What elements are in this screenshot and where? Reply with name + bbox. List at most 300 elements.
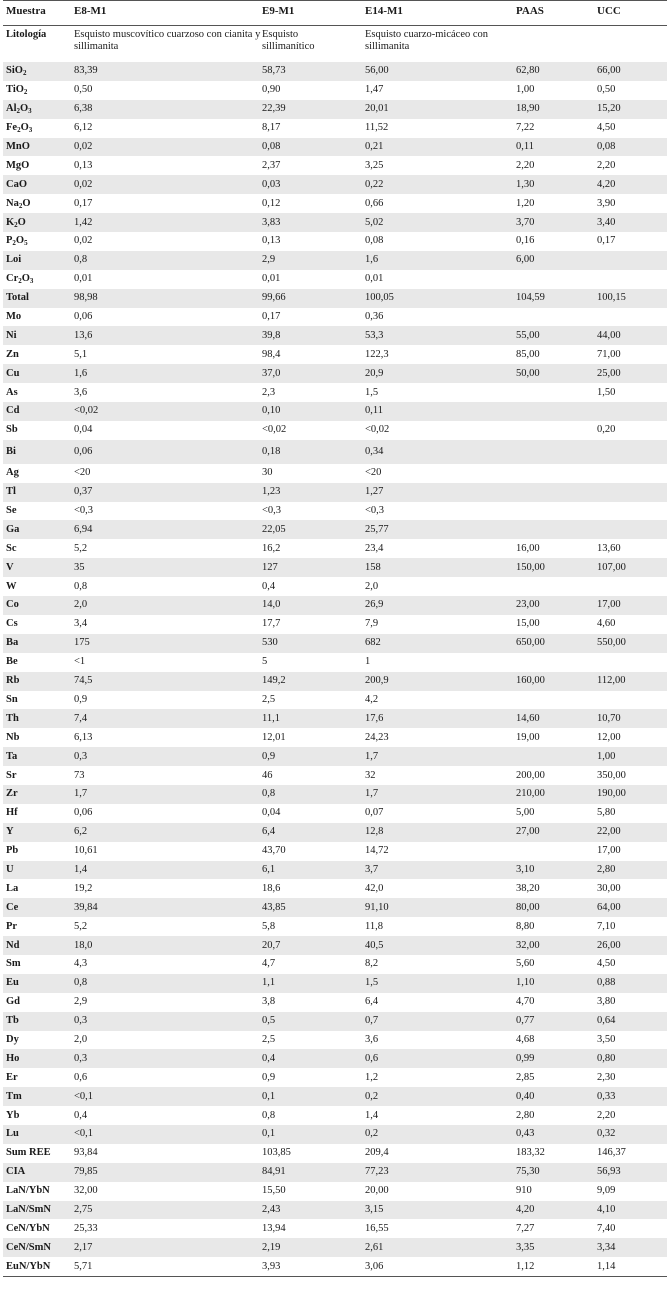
table-row [3, 861, 667, 880]
cell-e8: 2,0 [74, 1033, 88, 1045]
cell-e9: 1,23 [262, 486, 281, 498]
cell-e9: 103,85 [262, 1147, 291, 1159]
cell-e8: 0,8 [74, 977, 88, 989]
table-row [3, 1049, 667, 1068]
cell-e8: 74,5 [74, 675, 93, 687]
cell-ucc: 0,88 [597, 977, 616, 989]
row-label: Tm [6, 1090, 22, 1102]
row-label: Pb [6, 845, 19, 857]
litologia-label: Litología [6, 29, 47, 40]
cell-e14: 24,23 [365, 731, 389, 743]
row-label [3, 273, 74, 285]
cell-paas: 19,00 [516, 731, 540, 743]
table-row [3, 993, 667, 1012]
cell-e8: 3,4 [74, 618, 88, 630]
cell-e8: 0,06 [74, 311, 93, 323]
formula-oxygen: O [21, 273, 30, 285]
cell-ucc: 17,00 [597, 845, 621, 857]
litologia-e14: Esquisto cuarzo-micáceo con sillimanita [365, 29, 489, 52]
cell-paas: 38,20 [516, 882, 540, 894]
table-row [3, 1238, 667, 1257]
formula-oxygen: O [20, 103, 29, 115]
cell-ucc: 17,00 [597, 599, 621, 611]
cell-e14: 1,6 [365, 254, 379, 266]
cell-ucc: 146,37 [597, 1147, 626, 1159]
table-row [3, 936, 667, 955]
formula-base: Na [6, 197, 19, 209]
cell-e14: <0,3 [365, 505, 385, 517]
cell-e8: <0,1 [74, 1128, 94, 1140]
cell-paas: 150,00 [516, 561, 545, 573]
cell-e8: 2,17 [74, 1241, 93, 1253]
formula-subscript: 2 [16, 107, 20, 116]
cell-e14: 7,9 [365, 618, 379, 630]
cell-e14: 0,21 [365, 141, 384, 152]
cell-ucc: 4,20 [597, 178, 616, 190]
cell-ucc: 1,50 [597, 386, 616, 398]
cell-e8: 0,02 [74, 235, 93, 247]
table-row [3, 213, 667, 232]
table-row [3, 709, 667, 728]
table-row [3, 383, 667, 402]
cell-e8: 2,9 [74, 996, 88, 1008]
cell-e9: 0,08 [262, 141, 281, 152]
cell-e14: 8,2 [365, 958, 379, 970]
cell-e8: 0,3 [74, 1015, 88, 1027]
cell-paas: 7,22 [516, 122, 535, 134]
cell-e14: 1,4 [365, 1109, 379, 1121]
table-row [3, 1201, 667, 1220]
cell-e9: 22,05 [262, 523, 286, 535]
table-row [3, 326, 667, 345]
table-row [3, 502, 667, 521]
cell-e8: 6,12 [74, 122, 93, 134]
cell-paas: 27,00 [516, 826, 540, 838]
cell-e14: 0,66 [365, 197, 384, 209]
cell-paas: 160,00 [516, 675, 545, 687]
cell-e14: 77,23 [365, 1166, 389, 1178]
row-label: Tb [6, 1015, 19, 1027]
cell-e8: <20 [74, 467, 91, 479]
cell-e14: 42,0 [365, 882, 384, 894]
table-row [3, 766, 667, 785]
table-row [3, 804, 667, 823]
table-row [3, 194, 667, 213]
cell-e9: 2,5 [262, 1033, 276, 1045]
cell-e8: 1,42 [74, 216, 93, 228]
cell-e9: 0,8 [262, 1109, 276, 1121]
cell-e8: 39,84 [74, 901, 98, 913]
cell-ucc: 3,90 [597, 197, 616, 209]
row-label: As [6, 386, 18, 398]
cell-paas: 4,68 [516, 1033, 535, 1045]
header-ucc: UCC [597, 5, 621, 17]
cell-e14: 0,22 [365, 178, 384, 190]
cell-e8: 1,6 [74, 367, 88, 379]
litologia-e8: Esquisto muscovítico cuarzoso con cianita y sillimanita [74, 29, 261, 52]
cell-e9: 0,03 [262, 178, 281, 190]
cell-e14: 12,8 [365, 826, 384, 838]
cell-ucc: 2,20 [597, 159, 616, 171]
row-label: La [6, 882, 19, 894]
row-label: Y [6, 826, 14, 838]
table-row [3, 251, 667, 270]
row-label: EuN/YbN [6, 1260, 51, 1272]
cell-ucc: 56,93 [597, 1166, 621, 1178]
table-row [3, 62, 667, 81]
row-label: Tl [6, 486, 16, 498]
row-label: Sr [6, 769, 17, 781]
row-label: CaO [6, 178, 27, 190]
cell-ucc: 22,00 [597, 826, 621, 838]
cell-e9: 0,90 [262, 84, 281, 96]
row-label: Total [6, 292, 29, 304]
cell-e9: 0,18 [262, 445, 281, 457]
cell-e9: 2,19 [262, 1241, 281, 1253]
table-row [3, 402, 667, 421]
cell-ucc: 44,00 [597, 329, 621, 341]
cell-e14: 53,3 [365, 329, 384, 341]
cell-e14: 3,25 [365, 159, 384, 171]
cell-paas: 2,80 [516, 1109, 535, 1121]
cell-paas: 1,30 [516, 178, 535, 190]
row-label: Se [6, 505, 17, 517]
cell-ucc: 71,00 [597, 348, 621, 360]
formula-subscript-2: 3 [29, 277, 34, 286]
cell-e14: 200,9 [365, 675, 389, 687]
cell-e14: 23,4 [365, 542, 384, 554]
cell-e14: 158 [365, 561, 381, 573]
cell-e9: 0,4 [262, 580, 276, 592]
row-label: Sm [6, 958, 21, 970]
formula-base: SiO [6, 65, 23, 77]
row-label: Sum REE [6, 1147, 51, 1159]
cell-paas: 14,60 [516, 712, 540, 724]
litologia-e9: Esquisto sillimanítico [262, 29, 315, 52]
cell-paas: 0,11 [516, 141, 534, 152]
cell-e9: 17,7 [262, 618, 281, 630]
cell-ucc: 100,15 [597, 292, 626, 304]
cell-paas: 200,00 [516, 769, 545, 781]
cell-ucc: 0,08 [597, 141, 616, 152]
table-header [3, 0, 667, 26]
formula-subscript: 2 [14, 220, 18, 229]
row-label [3, 84, 74, 96]
table-body [3, 62, 667, 1277]
formula-base: Fe [6, 122, 18, 134]
table-row [3, 156, 667, 175]
cell-ucc: 4,50 [597, 122, 616, 134]
row-label: Loi [6, 254, 22, 266]
cell-e14: 4,2 [365, 693, 379, 705]
row-label: Zn [6, 348, 19, 360]
cell-paas: 4,20 [516, 1203, 535, 1215]
row-label: MgO [6, 159, 30, 171]
cell-e9: 0,8 [262, 788, 276, 800]
row-label: Cd [6, 405, 20, 417]
table-row [3, 898, 667, 917]
cell-e9: 18,6 [262, 882, 281, 894]
cell-e8: 98,98 [74, 292, 98, 304]
header-e9-m1: E9-M1 [262, 5, 295, 17]
cell-e14: 0,01 [365, 273, 384, 285]
formula-subscript: 2 [22, 69, 27, 78]
table-row [3, 1012, 667, 1031]
cell-ucc: 190,00 [597, 788, 626, 800]
cell-e9: 0,9 [262, 750, 276, 762]
cell-e8: 5,71 [74, 1260, 93, 1272]
cell-e9: 14,0 [262, 599, 281, 611]
row-label [3, 122, 74, 134]
cell-e9: 3,8 [262, 996, 276, 1008]
table-row [3, 440, 667, 464]
cell-e14: 91,10 [365, 901, 389, 913]
row-label [3, 235, 74, 247]
table-row [3, 747, 667, 766]
cell-e9: 8,17 [262, 122, 281, 134]
row-label: MnO [6, 141, 30, 152]
cell-e9: 37,0 [262, 367, 281, 379]
cell-e14: 56,00 [365, 65, 389, 77]
cell-e9: 0,1 [262, 1128, 276, 1140]
cell-e9: 0,9 [262, 1071, 276, 1083]
cell-e14: 3,6 [365, 1033, 379, 1045]
header-paas: PAAS [516, 5, 544, 17]
table-row [3, 1087, 667, 1106]
cell-e9: 43,85 [262, 901, 286, 913]
row-label: V [6, 561, 14, 573]
cell-paas: 18,90 [516, 103, 540, 115]
row-label: U [6, 863, 14, 875]
table-row [3, 823, 667, 842]
cell-ucc: 3,34 [597, 1241, 616, 1253]
cell-paas: 32,00 [516, 939, 540, 951]
cell-e8: 0,01 [74, 273, 93, 285]
cell-e14: 1,5 [365, 386, 379, 398]
cell-e8: 32,00 [74, 1185, 98, 1197]
cell-e9: 39,8 [262, 329, 281, 341]
table-row [3, 175, 667, 194]
cell-e8: 5,2 [74, 920, 88, 932]
cell-paas: 15,00 [516, 618, 540, 630]
cell-e9: 2,3 [262, 386, 276, 398]
row-label [3, 217, 74, 229]
cell-e8: 0,3 [74, 1052, 88, 1064]
cell-e8: 0,02 [74, 178, 93, 190]
table-row [3, 974, 667, 993]
cell-e9: 0,5 [262, 1015, 276, 1027]
table-row [3, 1125, 667, 1144]
cell-ucc: 0,20 [597, 424, 616, 436]
cell-ucc: 30,00 [597, 882, 621, 894]
formula-oxygen: O [15, 235, 25, 247]
formula-base: TiO [6, 84, 24, 96]
cell-e9: 16,2 [262, 542, 281, 554]
cell-e8: 0,06 [74, 807, 93, 819]
row-label: CIA [6, 1166, 26, 1178]
cell-e14: 1,47 [365, 84, 384, 96]
table-row [3, 879, 667, 898]
table-row [3, 119, 667, 138]
cell-e8: 1,4 [74, 863, 88, 875]
cell-e14: 0,6 [365, 1052, 379, 1064]
cell-e8: 5,2 [74, 542, 88, 554]
cell-e14: 6,4 [365, 996, 379, 1008]
cell-e9: 0,01 [262, 273, 281, 285]
cell-e8: <0,02 [74, 405, 99, 417]
row-label: Co [6, 599, 19, 611]
cell-ucc: 2,80 [597, 863, 616, 875]
header-e14-m1: E14-M1 [365, 5, 403, 17]
table-row [3, 100, 667, 119]
row-label: Ni [6, 329, 17, 341]
cell-e14: 16,55 [365, 1222, 389, 1234]
cell-e14: 0,11 [365, 405, 383, 417]
cell-ucc: 15,20 [597, 103, 621, 115]
cell-ucc: 4,50 [597, 958, 616, 970]
cell-ucc: 550,00 [597, 637, 626, 649]
header-muestra: Muestra [6, 5, 46, 17]
cell-e8: 19,2 [74, 882, 93, 894]
cell-e14: 1,7 [365, 750, 379, 762]
table-row [3, 464, 667, 483]
cell-e9: 43,70 [262, 845, 286, 857]
row-label: CeN/SmN [6, 1241, 51, 1253]
cell-e14: 122,3 [365, 348, 389, 360]
cell-e9: 2,9 [262, 254, 276, 266]
cell-ucc: 107,00 [597, 561, 626, 573]
cell-e14: 40,5 [365, 939, 384, 951]
cell-e14: 1,5 [365, 977, 379, 989]
table-row [3, 1144, 667, 1163]
cell-e9: 0,1 [262, 1090, 276, 1102]
cell-ucc: 0,17 [597, 235, 616, 247]
cell-e14: <20 [365, 467, 382, 479]
cell-e14: 1,27 [365, 486, 384, 498]
cell-e9: 5,8 [262, 920, 276, 932]
row-label: Ba [6, 637, 19, 649]
cell-e8: 0,02 [74, 141, 93, 152]
table-row [3, 728, 667, 747]
row-label: Lu [6, 1128, 19, 1140]
cell-e8: 79,85 [74, 1166, 98, 1178]
cell-paas: 0,16 [516, 235, 535, 247]
table-row [3, 308, 667, 327]
formula-subscript: 2 [23, 88, 28, 97]
cell-e14: 3,15 [365, 1203, 384, 1215]
cell-e9: 46 [262, 769, 273, 781]
row-label: Mo [6, 311, 22, 323]
cell-e8: <1 [74, 656, 86, 668]
cell-ucc: 7,10 [597, 920, 616, 932]
row-label: Dy [6, 1033, 19, 1045]
cell-e8: 18,0 [74, 939, 93, 951]
cell-e8: 6,94 [74, 523, 93, 535]
cell-paas: 1,10 [516, 977, 535, 989]
cell-e8: 0,37 [74, 486, 93, 498]
cell-e8: 0,3 [74, 750, 88, 762]
cell-e9: 84,91 [262, 1166, 286, 1178]
formula-subscript-2: 3 [28, 107, 32, 116]
cell-e8: 175 [74, 637, 90, 649]
formula-subscript: 2 [18, 277, 22, 286]
cell-ucc: 112,00 [597, 675, 626, 687]
cell-e9: 0,10 [262, 405, 281, 417]
cell-ucc: 10,70 [597, 712, 621, 724]
row-label: Sn [6, 693, 18, 705]
cell-e14: 32 [365, 769, 376, 781]
table-row [3, 520, 667, 539]
cell-paas: 5,00 [516, 807, 535, 819]
cell-ucc: 64,00 [597, 901, 621, 913]
table-row [3, 1257, 667, 1277]
formula-subscript-2: 3 [28, 126, 33, 135]
cell-e14: <0,02 [365, 424, 390, 436]
cell-e14: 0,34 [365, 445, 384, 457]
row-label [3, 198, 74, 210]
table-row [3, 483, 667, 502]
cell-e8: 35 [74, 561, 85, 573]
cell-e14: 20,00 [365, 1185, 389, 1197]
cell-e9: 6,4 [262, 826, 276, 838]
table-row [3, 539, 667, 558]
cell-e8: <0,1 [74, 1090, 94, 1102]
formula-oxygen: O [17, 216, 26, 228]
formula-base: P [6, 235, 13, 247]
cell-paas: 55,00 [516, 329, 540, 341]
table-row [3, 917, 667, 936]
cell-paas: 210,00 [516, 788, 545, 800]
cell-e14: 5,02 [365, 216, 384, 228]
cell-e8: 13,6 [74, 329, 93, 341]
cell-e8: 0,9 [74, 693, 88, 705]
cell-e9: <0,02 [262, 424, 287, 436]
row-label: LaN/YbN [6, 1185, 50, 1197]
cell-ucc: 0,50 [597, 84, 616, 96]
cell-paas: 6,00 [516, 254, 535, 266]
cell-e9: 0,04 [262, 807, 281, 819]
cell-paas: 50,00 [516, 367, 540, 379]
cell-e9: 22,39 [262, 103, 286, 115]
cell-e9: 11,1 [262, 712, 280, 724]
cell-paas: 75,30 [516, 1166, 540, 1178]
cell-e9: 0,17 [262, 311, 281, 323]
cell-e14: 20,9 [365, 367, 384, 379]
table-row [3, 672, 667, 691]
cell-ucc: 12,00 [597, 731, 621, 743]
table-row [3, 232, 667, 251]
cell-ucc: 0,80 [597, 1052, 616, 1064]
cell-paas: 650,00 [516, 637, 545, 649]
cell-paas: 85,00 [516, 348, 540, 360]
table-row [3, 81, 667, 100]
cell-e8: 25,33 [74, 1222, 98, 1234]
table-row [3, 289, 667, 308]
table-row [3, 785, 667, 804]
cell-e9: 4,7 [262, 958, 276, 970]
row-label: Er [6, 1071, 18, 1083]
cell-paas: 16,00 [516, 542, 540, 554]
cell-ucc: 5,80 [597, 807, 616, 819]
cell-e14: 14,72 [365, 845, 389, 857]
row-label: Eu [6, 977, 19, 989]
table-row [3, 1182, 667, 1201]
cell-e8: 7,4 [74, 712, 88, 724]
cell-e8: 6,38 [74, 103, 93, 115]
cell-e9: 2,43 [262, 1203, 281, 1215]
cell-ucc: 2,30 [597, 1071, 616, 1083]
cell-e14: 2,0 [365, 580, 379, 592]
